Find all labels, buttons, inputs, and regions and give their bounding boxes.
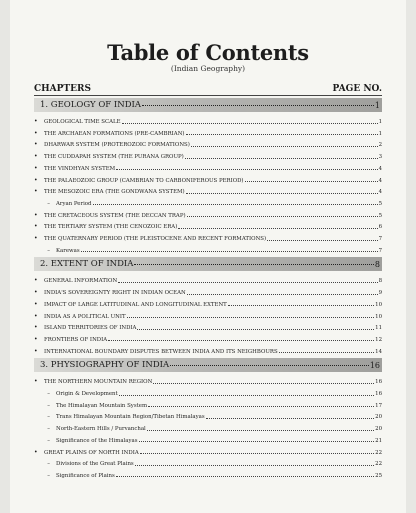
header-divider <box>34 95 382 96</box>
bullet-icon: • <box>34 153 38 161</box>
bullet-icon: • <box>34 141 38 149</box>
page-number: 2 <box>378 142 382 149</box>
toc-entry-row <box>34 232 382 242</box>
toc-chapter-row <box>34 358 382 372</box>
entry-title: THE ARCHAEAN FORMATIONS (PRE-CAMBRIAN) <box>44 130 185 137</box>
dot-leader <box>116 169 377 170</box>
dot-leader <box>142 105 374 106</box>
dot-leader <box>178 228 377 229</box>
page-number: 21 <box>375 437 382 444</box>
toc-entry-row <box>34 209 382 219</box>
toc-subentry-row <box>34 387 382 397</box>
dash-icon: – <box>47 200 50 207</box>
dot-leader <box>81 251 378 252</box>
entry-title: Significance of the Himalayas <box>56 437 138 444</box>
page-number: 9 <box>378 290 382 297</box>
page-number: 4 <box>378 177 382 184</box>
toc-entry-row <box>34 375 382 385</box>
entry-title: Trans Himalayan Mountain Region/Tibetan Himalayas <box>56 414 205 421</box>
toc-subentry-row <box>34 410 382 420</box>
entry-title: THE CRETACEOUS SYSTEM (THE DECCAN TRAP) <box>44 212 186 219</box>
entry-title: FRONTIERS OF INDIA <box>44 336 108 343</box>
bullet-icon: • <box>34 235 38 242</box>
page-number: 17 <box>375 402 382 409</box>
dot-leader <box>185 158 378 159</box>
page-number: 5 <box>378 200 382 207</box>
toc-entry-row <box>34 345 382 355</box>
entry-title: THE QUATERNARY PERIOD (THE PLEISTOCENE AND RECENT FORMATIONS) <box>44 236 267 242</box>
page-number: 5 <box>378 212 382 219</box>
page-number: 22 <box>375 449 382 456</box>
entry-title: IMPACT OF LARGE LATITUDINAL AND LONGITUDINAL EXTENT <box>44 301 227 308</box>
entry-title: THE MESOZOIC ERA (THE GONDWANA SYSTEM) <box>44 189 185 196</box>
dot-leader <box>148 406 374 407</box>
page-number: 7 <box>378 236 382 242</box>
dash-icon: – <box>47 391 50 397</box>
dot-leader <box>245 181 378 182</box>
page-number: 4 <box>378 165 382 172</box>
dot-leader <box>191 146 378 147</box>
page-number: 7 <box>378 247 382 254</box>
dash-icon: – <box>47 437 50 444</box>
dot-leader <box>170 365 369 366</box>
page-number: 16 <box>369 360 380 370</box>
toc-entry-row <box>34 127 382 137</box>
entry-title: THE VINDHYAN SYSTEM <box>44 165 116 172</box>
page-number: 20 <box>375 414 382 421</box>
dash-icon: – <box>47 472 50 479</box>
entry-title: Origin & Development <box>56 391 118 397</box>
dot-leader <box>118 282 377 283</box>
dot-leader <box>153 383 374 384</box>
page-number: 8 <box>378 278 382 285</box>
dash-icon: – <box>47 414 50 421</box>
dot-leader <box>206 418 374 419</box>
entry-title: GENERAL INFORMATION <box>44 278 118 285</box>
dot-leader <box>127 317 375 318</box>
toc-subentry-row <box>34 197 382 207</box>
bullet-icon: • <box>34 300 38 308</box>
chapter-title: 3. PHYSIOGRAPHY OF INDIA <box>40 360 170 371</box>
bullet-icon: • <box>34 324 38 332</box>
toc-entry-row <box>34 174 382 184</box>
dash-icon: – <box>47 247 50 254</box>
toc-entry-row <box>34 286 382 296</box>
entry-title: INDIA AS A POLITICAL UNIT <box>44 313 126 320</box>
page-number: 12 <box>375 336 382 343</box>
bullet-icon: • <box>34 188 38 196</box>
entry-title: THE PALAEOZOIC GROUP (CAMBRIAN TO CARBONIFEROUS PERIOD) <box>44 177 244 184</box>
bullet-icon: • <box>34 118 38 125</box>
toc-entry-row <box>34 138 382 148</box>
page-subtitle: (Indian Geography) <box>170 64 246 73</box>
page-number: 8 <box>374 259 380 269</box>
entry-title: INTERNATIONAL BOUNDARY DISPUTES BETWEEN INDIA AND ITS NEIGHBOURS <box>44 348 278 355</box>
bullet-icon: • <box>34 176 38 184</box>
dot-leader <box>119 395 374 396</box>
toc-subentry-row <box>34 244 382 254</box>
dot-leader <box>135 465 374 466</box>
entry-title: THE NORTHERN MOUNTAIN REGION <box>44 379 153 386</box>
toc-subentry-row <box>34 422 382 432</box>
page-number-column-header: PAGE NO. <box>332 84 382 94</box>
entry-title: Karewas <box>56 247 80 254</box>
dot-leader <box>228 305 374 306</box>
page-number: 6 <box>378 224 382 231</box>
toc-chapter-row <box>34 257 382 271</box>
toc-entry-row <box>34 150 382 160</box>
page-number: 1 <box>378 119 382 125</box>
entry-title: Aryan Period <box>56 200 92 207</box>
dot-leader <box>186 193 378 194</box>
dot-leader <box>134 264 373 265</box>
page-title: Table of Contents <box>107 40 309 65</box>
dot-leader <box>187 294 378 295</box>
dash-icon: – <box>47 461 50 468</box>
toc-entry-row <box>34 310 382 320</box>
bullet-icon: • <box>34 211 38 219</box>
bullet-icon: • <box>34 289 38 297</box>
bullet-icon: • <box>34 378 38 386</box>
toc-entry-row <box>34 298 382 308</box>
entry-title: ISLAND TERRITORIES OF INDIA <box>44 325 137 332</box>
dot-leader <box>279 352 374 353</box>
page-number: 10 <box>375 301 382 308</box>
bullet-icon: • <box>34 312 38 320</box>
dot-leader <box>187 216 378 217</box>
entry-title: Significance of Plains <box>56 472 115 479</box>
document-page <box>10 0 406 513</box>
entry-title: DHARWAR SYSTEM (PROTEROZOIC FORMATIONS) <box>44 142 190 149</box>
dot-leader <box>139 441 375 442</box>
dot-leader <box>267 240 377 241</box>
dot-leader <box>93 204 378 205</box>
bullet-icon: • <box>34 277 38 285</box>
toc-subentry-row <box>34 399 382 409</box>
page-number: 10 <box>375 313 382 320</box>
bullet-icon: • <box>34 335 38 343</box>
toc-subentry-row <box>34 469 382 479</box>
bullet-icon: • <box>34 129 38 137</box>
entry-title: INDIA'S SOVEREIGNTY RIGHT IN INDIAN OCEAN <box>44 290 186 297</box>
toc-entry-row <box>34 333 382 343</box>
bullet-icon: • <box>34 347 38 355</box>
toc-entry-row <box>34 274 382 284</box>
entry-title: Divisions of the Great Plains <box>56 461 134 468</box>
entry-title: GREAT PLAINS OF NORTH INDIA <box>44 449 139 456</box>
bullet-icon: • <box>34 223 38 231</box>
bullet-icon: • <box>34 164 38 172</box>
bullet-icon: • <box>34 448 38 456</box>
page-number: 16 <box>375 379 382 386</box>
dot-leader <box>140 453 374 454</box>
entry-title: THE TERTIARY SYSTEM (THE CENOZOIC ERA) <box>44 224 178 231</box>
toc-entry-row <box>34 220 382 230</box>
entry-title: The Himalayan Mountain System <box>56 402 148 409</box>
dash-icon: – <box>47 426 50 433</box>
page-number: 25 <box>375 472 382 479</box>
dot-leader <box>186 134 378 135</box>
dot-leader <box>116 476 374 477</box>
toc-chapter-row <box>34 98 382 112</box>
entry-title: THE CUDDAPAH SYSTEM (THE PURANA GROUP) <box>44 154 184 161</box>
page-number: 1 <box>374 100 380 110</box>
page-number: 16 <box>375 391 382 397</box>
dash-icon: – <box>47 402 50 409</box>
toc-entry-row <box>34 321 382 331</box>
page-number: 11 <box>375 325 382 332</box>
page-number: 22 <box>375 461 382 468</box>
toc-entry-row <box>34 162 382 172</box>
page-number: 20 <box>375 426 382 433</box>
chapter-title: 2. EXTENT OF INDIA <box>40 259 134 270</box>
dot-leader <box>108 340 374 341</box>
page-number: 1 <box>378 130 382 137</box>
chapter-title: 1. GEOLOGY OF INDIA <box>40 100 142 110</box>
toc-subentry-row <box>34 434 382 444</box>
toc-entry-row <box>34 115 382 125</box>
dot-leader <box>137 329 374 330</box>
page-number: 14 <box>375 348 382 355</box>
toc-entry-row <box>34 446 382 456</box>
toc-subentry-row <box>34 457 382 467</box>
toc-entry-row <box>34 185 382 195</box>
page-number: 4 <box>378 189 382 196</box>
entry-title: GEOLOGICAL TIME SCALE <box>44 119 121 125</box>
entry-title: North-Eastern Hills / Purvanchal <box>56 426 146 433</box>
page-number: 3 <box>378 154 382 161</box>
dot-leader <box>147 430 374 431</box>
dot-leader <box>122 123 378 124</box>
chapters-column-header: CHAPTERS <box>34 84 91 94</box>
